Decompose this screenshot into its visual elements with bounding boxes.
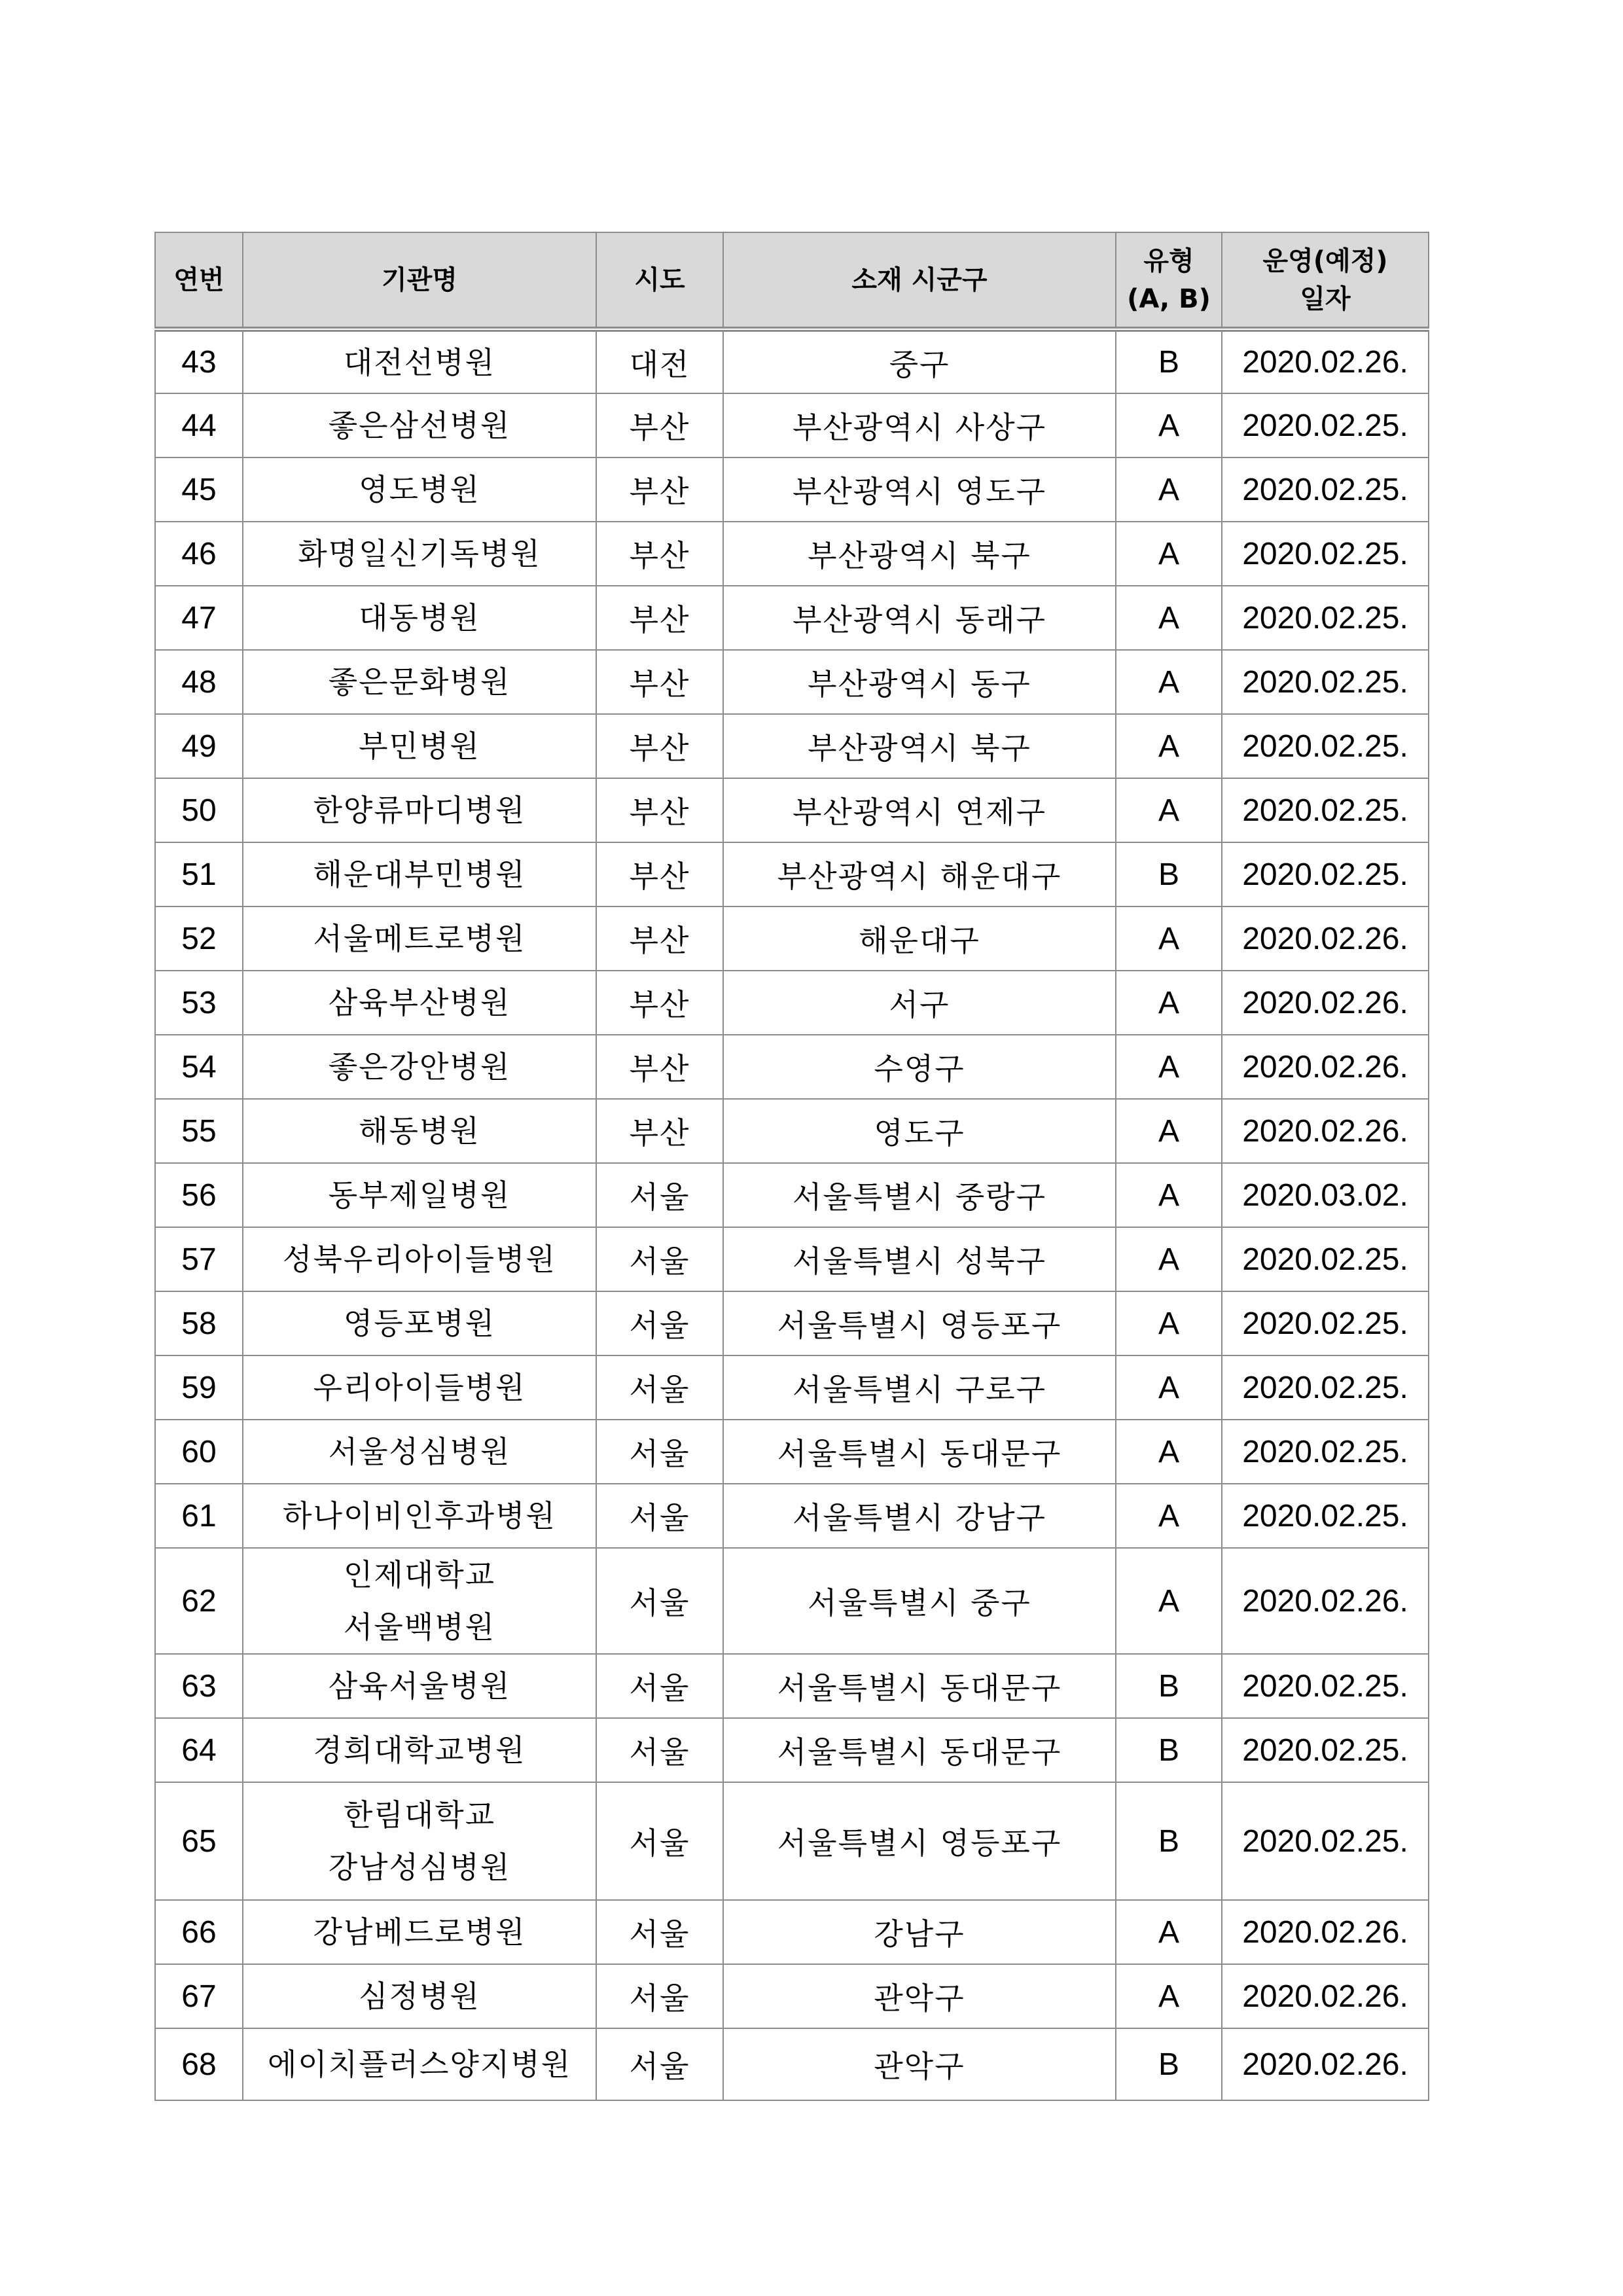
table-row <box>155 1035 1429 1099</box>
cell-type: B <box>1116 842 1222 906</box>
header-name: 기관명 <box>243 232 596 329</box>
table-row <box>155 1548 1429 1654</box>
cell-district: 부산광역시 동래구 <box>723 586 1116 650</box>
cell-name-line: 좋은강안병원 <box>328 1049 511 1085</box>
cell-district: 서울특별시 영등포구 <box>723 1291 1116 1355</box>
cell-date: 2020.02.25. <box>1222 1420 1429 1484</box>
table-row <box>155 1484 1429 1548</box>
table-row <box>155 2028 1429 2100</box>
cell-name <box>243 1900 596 1964</box>
cell-date: 2020.02.26. <box>1222 329 1429 393</box>
cell-num: 53 <box>155 971 243 1035</box>
cell-date: 2020.02.26. <box>1222 1548 1429 1654</box>
cell-name-line: 한양류마디병원 <box>313 793 526 828</box>
cell-date: 2020.02.26. <box>1222 1964 1429 2028</box>
cell-name-line: 인제대학교 <box>343 1557 496 1592</box>
cell-district: 부산광역시 동구 <box>723 650 1116 714</box>
cell-num: 48 <box>155 650 243 714</box>
header-row <box>155 232 1429 329</box>
cell-date: 2020.02.25. <box>1222 1355 1429 1420</box>
cell-district: 부산광역시 연제구 <box>723 778 1116 842</box>
cell-num: 62 <box>155 1548 243 1654</box>
cell-sido: 서울 <box>596 1163 723 1227</box>
cell-name <box>243 457 596 522</box>
cell-sido: 서울 <box>596 2028 723 2100</box>
header-type-line1: 유형 <box>1143 245 1194 276</box>
cell-name <box>243 1484 596 1548</box>
cell-type: A <box>1116 1964 1222 2028</box>
cell-name <box>243 1420 596 1484</box>
cell-sido: 부산 <box>596 393 723 457</box>
table-row <box>155 1654 1429 1718</box>
cell-date: 2020.02.25. <box>1222 1782 1429 1900</box>
cell-date: 2020.02.25. <box>1222 650 1429 714</box>
cell-type: B <box>1116 329 1222 393</box>
cell-name-line: 동부제일병원 <box>328 1177 511 1213</box>
cell-district: 서울특별시 중구 <box>723 1548 1116 1654</box>
cell-district: 서구 <box>723 971 1116 1035</box>
table-row <box>155 714 1429 778</box>
cell-sido: 부산 <box>596 906 723 971</box>
cell-district: 서울특별시 영등포구 <box>723 1782 1116 1900</box>
cell-type: A <box>1116 971 1222 1035</box>
cell-num: 47 <box>155 586 243 650</box>
header-type-line2: (A, B) <box>1127 283 1211 314</box>
cell-type: A <box>1116 522 1222 586</box>
cell-type: B <box>1116 1782 1222 1900</box>
cell-name-line: 삼육서울병원 <box>328 1668 511 1704</box>
cell-name-line: 삼육부산병원 <box>328 985 511 1020</box>
cell-name-line: 영등포병원 <box>343 1306 496 1341</box>
cell-sido: 서울 <box>596 1291 723 1355</box>
cell-name-line: 경희대학교병원 <box>313 1732 526 1768</box>
cell-district: 서울특별시 성북구 <box>723 1227 1116 1291</box>
cell-name <box>243 393 596 457</box>
cell-date: 2020.02.26. <box>1222 2028 1429 2100</box>
table-row <box>155 971 1429 1035</box>
cell-name <box>243 1355 596 1420</box>
cell-type: A <box>1116 1548 1222 1654</box>
cell-sido: 부산 <box>596 457 723 522</box>
cell-date: 2020.02.25. <box>1222 586 1429 650</box>
cell-sido: 부산 <box>596 650 723 714</box>
table-row <box>155 522 1429 586</box>
cell-num: 60 <box>155 1420 243 1484</box>
header-district: 소재 시군구 <box>723 232 1116 329</box>
cell-date: 2020.02.25. <box>1222 1227 1429 1291</box>
cell-num: 55 <box>155 1099 243 1163</box>
cell-district: 서울특별시 중랑구 <box>723 1163 1116 1227</box>
cell-date: 2020.03.02. <box>1222 1163 1429 1227</box>
cell-district: 부산광역시 영도구 <box>723 457 1116 522</box>
table-row <box>155 1163 1429 1227</box>
cell-sido: 서울 <box>596 1484 723 1548</box>
cell-name-line: 서울성심병원 <box>328 1434 511 1469</box>
cell-date: 2020.02.25. <box>1222 714 1429 778</box>
cell-name <box>243 586 596 650</box>
cell-type: A <box>1116 1484 1222 1548</box>
table-row <box>155 1355 1429 1420</box>
cell-name-line: 대전선병원 <box>343 344 496 380</box>
cell-name-line: 해동병원 <box>359 1113 480 1149</box>
cell-num: 51 <box>155 842 243 906</box>
cell-type: A <box>1116 1420 1222 1484</box>
hospital-table <box>154 232 1429 2101</box>
cell-name <box>243 1227 596 1291</box>
cell-date: 2020.02.25. <box>1222 1291 1429 1355</box>
cell-num: 68 <box>155 2028 243 2100</box>
cell-date: 2020.02.25. <box>1222 842 1429 906</box>
cell-num: 43 <box>155 329 243 393</box>
cell-num: 66 <box>155 1900 243 1964</box>
cell-district: 부산광역시 사상구 <box>723 393 1116 457</box>
cell-type: B <box>1116 1718 1222 1782</box>
cell-num: 49 <box>155 714 243 778</box>
cell-name-line: 강남베드로병원 <box>313 1914 526 1950</box>
cell-name <box>243 329 596 393</box>
cell-num: 67 <box>155 1964 243 2028</box>
table-row <box>155 1782 1429 1900</box>
cell-num: 56 <box>155 1163 243 1227</box>
cell-sido: 부산 <box>596 714 723 778</box>
cell-type: A <box>1116 457 1222 522</box>
table-row <box>155 842 1429 906</box>
cell-name <box>243 1163 596 1227</box>
cell-sido: 서울 <box>596 1782 723 1900</box>
cell-district: 관악구 <box>723 1964 1116 2028</box>
cell-name <box>243 778 596 842</box>
cell-type: A <box>1116 906 1222 971</box>
cell-sido: 부산 <box>596 971 723 1035</box>
cell-name <box>243 1035 596 1099</box>
cell-district: 부산광역시 북구 <box>723 522 1116 586</box>
cell-sido: 서울 <box>596 1654 723 1718</box>
cell-district: 강남구 <box>723 1900 1116 1964</box>
cell-district: 서울특별시 동대문구 <box>723 1654 1116 1718</box>
cell-type: A <box>1116 778 1222 842</box>
header-type <box>1116 232 1222 329</box>
cell-num: 54 <box>155 1035 243 1099</box>
table-row <box>155 586 1429 650</box>
cell-num: 45 <box>155 457 243 522</box>
cell-date: 2020.02.25. <box>1222 1484 1429 1548</box>
cell-sido: 서울 <box>596 1548 723 1654</box>
cell-date: 2020.02.25. <box>1222 1718 1429 1782</box>
cell-district: 해운대구 <box>723 906 1116 971</box>
cell-date: 2020.02.26. <box>1222 1099 1429 1163</box>
cell-date: 2020.02.25. <box>1222 457 1429 522</box>
table-row <box>155 1718 1429 1782</box>
cell-name-line: 해운대부민병원 <box>313 857 526 892</box>
table-row <box>155 906 1429 971</box>
cell-num: 50 <box>155 778 243 842</box>
cell-name-line: 서울메트로병원 <box>313 921 526 956</box>
cell-sido: 서울 <box>596 1964 723 2028</box>
cell-district: 수영구 <box>723 1035 1116 1099</box>
cell-name <box>243 650 596 714</box>
table-row <box>155 1099 1429 1163</box>
cell-name <box>243 522 596 586</box>
cell-district: 서울특별시 구로구 <box>723 1355 1116 1420</box>
cell-sido: 대전 <box>596 329 723 393</box>
cell-sido: 서울 <box>596 1718 723 1782</box>
cell-name-line: 우리아이들병원 <box>313 1370 526 1405</box>
table-row <box>155 1900 1429 1964</box>
table-row <box>155 1291 1429 1355</box>
cell-type: B <box>1116 1654 1222 1718</box>
cell-district: 중구 <box>723 329 1116 393</box>
cell-date: 2020.02.25. <box>1222 522 1429 586</box>
cell-district: 서울특별시 동대문구 <box>723 1420 1116 1484</box>
cell-num: 59 <box>155 1355 243 1420</box>
cell-date: 2020.02.26. <box>1222 906 1429 971</box>
table-body <box>155 329 1429 2100</box>
cell-date: 2020.02.25. <box>1222 1654 1429 1718</box>
cell-num: 63 <box>155 1654 243 1718</box>
cell-type: A <box>1116 1035 1222 1099</box>
cell-name <box>243 971 596 1035</box>
cell-name-line: 좋은문화병원 <box>328 664 511 700</box>
cell-name-line: 성북우리아이들병원 <box>283 1242 556 1277</box>
cell-district: 부산광역시 해운대구 <box>723 842 1116 906</box>
table-row <box>155 650 1429 714</box>
cell-name <box>243 1782 596 1900</box>
cell-name <box>243 906 596 971</box>
table-row <box>155 393 1429 457</box>
cell-name <box>243 2028 596 2100</box>
cell-num: 44 <box>155 393 243 457</box>
cell-sido: 부산 <box>596 1035 723 1099</box>
cell-district: 관악구 <box>723 2028 1116 2100</box>
table-row <box>155 1964 1429 2028</box>
cell-name <box>243 842 596 906</box>
cell-sido: 서울 <box>596 1420 723 1484</box>
cell-sido: 부산 <box>596 842 723 906</box>
cell-district: 서울특별시 동대문구 <box>723 1718 1116 1782</box>
table-row <box>155 778 1429 842</box>
cell-name-line: 심정병원 <box>359 1979 480 2014</box>
cell-date: 2020.02.26. <box>1222 1900 1429 1964</box>
table-header <box>155 232 1429 329</box>
cell-type: A <box>1116 1163 1222 1227</box>
cell-type: A <box>1116 1227 1222 1291</box>
table-row <box>155 457 1429 522</box>
cell-type: A <box>1116 393 1222 457</box>
cell-num: 64 <box>155 1718 243 1782</box>
cell-type: A <box>1116 650 1222 714</box>
table-row <box>155 1420 1429 1484</box>
cell-date: 2020.02.25. <box>1222 778 1429 842</box>
cell-num: 58 <box>155 1291 243 1355</box>
cell-name-line: 한림대학교 <box>343 1797 496 1833</box>
table-row <box>155 329 1429 393</box>
header-date-line2: 일자 <box>1300 283 1351 314</box>
cell-sido: 부산 <box>596 1099 723 1163</box>
header-num: 연번 <box>155 232 243 329</box>
cell-sido: 부산 <box>596 522 723 586</box>
cell-type: B <box>1116 2028 1222 2100</box>
cell-district: 부산광역시 북구 <box>723 714 1116 778</box>
cell-num: 46 <box>155 522 243 586</box>
cell-num: 65 <box>155 1782 243 1900</box>
cell-name <box>243 1099 596 1163</box>
header-sido: 시도 <box>596 232 723 329</box>
cell-name-line: 에이치플러스양지병원 <box>267 2047 572 2082</box>
cell-date: 2020.02.26. <box>1222 1035 1429 1099</box>
cell-sido: 부산 <box>596 586 723 650</box>
cell-type: A <box>1116 1355 1222 1420</box>
cell-type: A <box>1116 1099 1222 1163</box>
cell-type: A <box>1116 714 1222 778</box>
cell-sido: 서울 <box>596 1900 723 1964</box>
cell-type: A <box>1116 586 1222 650</box>
cell-district: 서울특별시 강남구 <box>723 1484 1116 1548</box>
cell-name <box>243 1718 596 1782</box>
cell-name <box>243 714 596 778</box>
cell-sido: 부산 <box>596 778 723 842</box>
cell-num: 57 <box>155 1227 243 1291</box>
cell-name-line: 서울백병원 <box>343 1609 496 1645</box>
cell-name-line: 강남성심병원 <box>328 1850 511 1885</box>
cell-name <box>243 1548 596 1654</box>
header-date <box>1222 232 1429 329</box>
cell-type: A <box>1116 1291 1222 1355</box>
cell-name-line: 화명일신기독병원 <box>298 536 541 571</box>
cell-name <box>243 1654 596 1718</box>
cell-sido: 서울 <box>596 1355 723 1420</box>
header-date-line1: 운영(예정) <box>1262 245 1388 276</box>
table-row <box>155 1227 1429 1291</box>
cell-num: 52 <box>155 906 243 971</box>
cell-name-line: 영도병원 <box>359 472 480 507</box>
cell-date: 2020.02.26. <box>1222 971 1429 1035</box>
cell-name-line: 부민병원 <box>359 728 480 764</box>
cell-name-line: 하나이비인후과병원 <box>283 1498 556 1534</box>
cell-date: 2020.02.25. <box>1222 393 1429 457</box>
cell-name <box>243 1291 596 1355</box>
cell-name <box>243 1964 596 2028</box>
cell-name-line: 좋은삼선병원 <box>328 408 511 443</box>
cell-district: 영도구 <box>723 1099 1116 1163</box>
cell-type: A <box>1116 1900 1222 1964</box>
cell-sido: 서울 <box>596 1227 723 1291</box>
cell-num: 61 <box>155 1484 243 1548</box>
cell-name-line: 대동병원 <box>359 600 480 636</box>
